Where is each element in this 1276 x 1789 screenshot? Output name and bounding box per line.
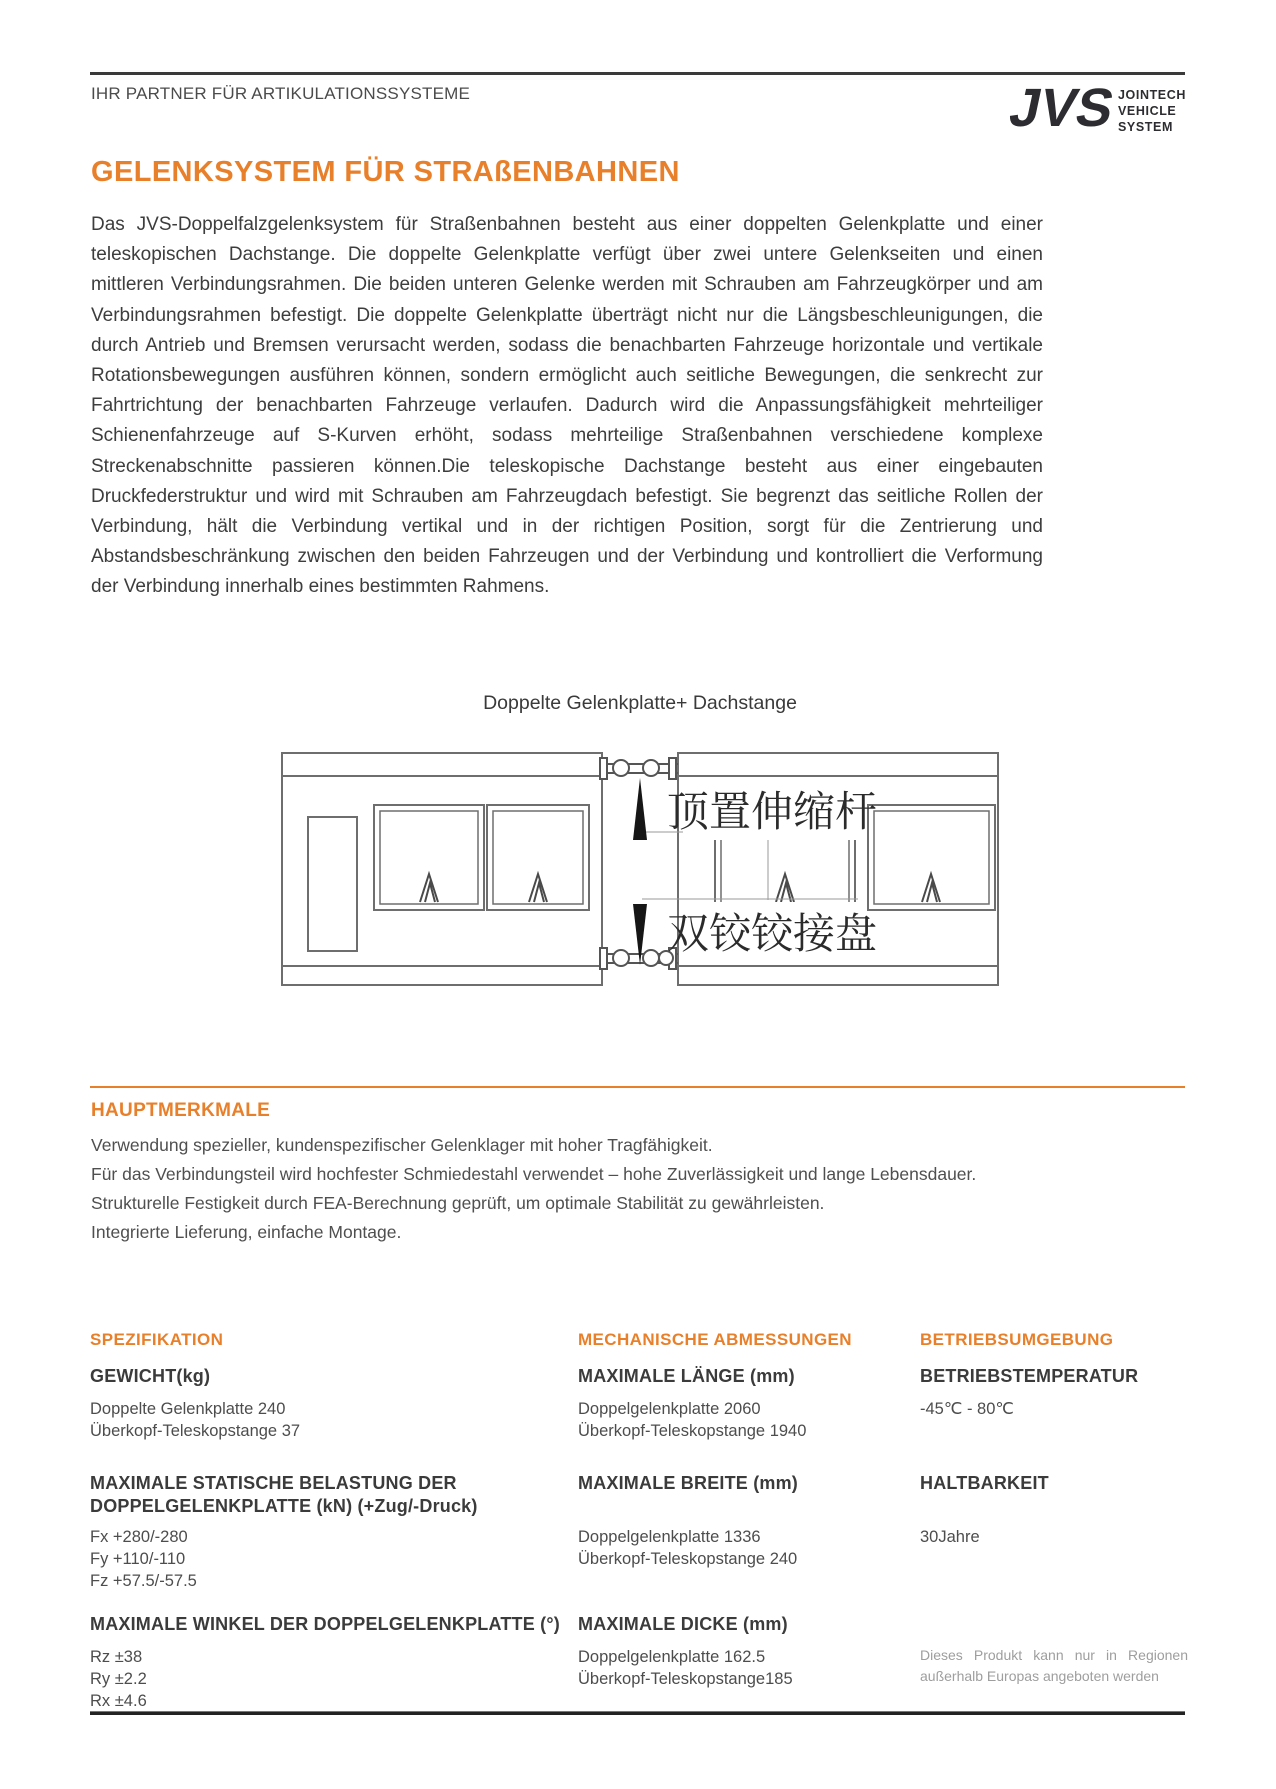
- features-list: [91, 1131, 1101, 1247]
- spec-line: -45℃ - 80℃: [920, 1400, 1014, 1418]
- figure-caption: Doppelte Gelenkplatte+ Dachstange: [483, 692, 797, 714]
- feature-item: Integrierte Lieferung, einfache Montage.: [91, 1222, 402, 1242]
- intro-paragraph: Das JVS-Doppelfalzgelenksystem für Straßenbahnen besteht aus einer doppelten Gelenkplatte und einer teleskopischen Dachstange. Die doppelte Gelenkplatte verfügt über zwei untere Gelenkseiten und einen mittleren Verbindungsrahmen. Die beiden unteren Gelenke werden mit Schrauben am Fahrzeugkörper und am Verbindungsrahmen befestigt. Die doppelte Gelenkplatte überträgt nicht nur die Längsbeschleunigungen, die durch Antrieb und Bremsen verursacht werden, sodass die benachbarten Fahrzeuge horizontale und vertikale Rotationsbewegungen ausführen können, sondern ermöglicht auch seitliche Bewegungen, die senkrecht zur Fahrtrichtung der benachbarten Fahrzeuge verlaufen. Dadurch wird die Anpassungsfähigkeit mehrteiliger Schienenfahrzeuge auf S-Kurven erhöht, sodass mehrteilige Straßenbahnen verschiedene komplexe Streckenabschnitte passieren können.Die teleskopische Dachstange besteht aus einer eingebauten Druckfederstruktur und wird mit Schrauben am Fahrzeugdach befestigt. Sie begrenzt das seitliche Rollen der Verbindung, hält die Verbindung vertikal und in der richtigen Position, sorgt für die Zentrierung und Abstandsbeschränkung zwischen den beiden Fahrzeugen und der Verbindung und kontrolliert die Verformung der Verbindung innerhalb eines bestimmten Rahmens.: [91, 214, 1043, 598]
- spec-block-lines: [920, 1526, 980, 1548]
- spec-block-lines: [578, 1646, 793, 1690]
- arrow-up-icon: [633, 778, 647, 840]
- header-tagline: IHR PARTNER FÜR ARTIKULATIONSSYSTEME: [91, 84, 471, 103]
- spec-block-lines: [578, 1398, 806, 1442]
- brand-logo: [1002, 77, 1202, 142]
- logo-word-1: JOINTECH: [1118, 88, 1187, 102]
- window-4: [868, 805, 995, 910]
- wiper-marks: [420, 874, 940, 902]
- feature-item: Verwendung spezieller, kundenspezifischer Gelenklager mit hoher Tragfähigkeit.: [91, 1135, 713, 1155]
- logo-wordmark: [1118, 87, 1186, 135]
- spec-block-lines: [90, 1398, 300, 1442]
- spec-line: Überkopf-Teleskopstange185: [578, 1670, 793, 1688]
- spec-block-lines: [920, 1398, 1014, 1420]
- spec-block-title: BETRIEBSTEMPERATUR: [920, 1366, 1139, 1386]
- spec-column-heading: BETRIEBSUMGEBUNG: [920, 1330, 1114, 1349]
- spec-line: Fz +57.5/-57.5: [90, 1572, 197, 1590]
- spec-line: Fy +110/-110: [90, 1550, 186, 1568]
- coupler-top: [600, 758, 678, 779]
- spec-line: Rz ±38: [90, 1648, 143, 1666]
- spec-block-title: HALTBARKEIT: [920, 1473, 1049, 1493]
- articulation-diagram: [280, 752, 1000, 987]
- logo-word-2: VEHICLE: [1118, 104, 1177, 118]
- car-body-left: [282, 753, 602, 985]
- features-rule: [90, 1086, 1185, 1088]
- spec-block-title: MAXIMALE DICKE (mm): [578, 1614, 788, 1634]
- spec-line: Doppelte Gelenkplatte 240: [90, 1400, 286, 1418]
- spec-line: Rx ±4.6: [90, 1692, 147, 1710]
- region-note: Dieses Produkt kann nur in Regionen außerhalb Europas angeboten werden: [920, 1647, 1188, 1684]
- spec-column-heading: SPEZIFIKATION: [90, 1330, 224, 1349]
- spec-line: Überkopf-Teleskopstange 1940: [578, 1422, 807, 1440]
- diagram-label-top: 顶置伸缩杆: [666, 787, 878, 836]
- diagram-label-bottom: 双铰铰接盘: [666, 909, 878, 958]
- leader-lines: [642, 832, 858, 900]
- door-left: [308, 817, 357, 951]
- spec-block-title: GEWICHT(kg): [90, 1366, 211, 1386]
- spec-column-heading: MECHANISCHE ABMESSUNGEN: [578, 1330, 852, 1349]
- spec-block-title: MAXIMALE LÄNGE (mm): [578, 1366, 795, 1386]
- features-heading: HAUPTMERKMALE: [91, 1100, 271, 1121]
- spec-line: Doppelgelenkplatte 162.5: [578, 1648, 766, 1666]
- jvs-logo-acronym: JVS: [1004, 77, 1120, 138]
- feature-item: Strukturelle Festigkeit durch FEA-Berechnung geprüft, um optimale Stabilität zu gewährleisten.: [91, 1193, 825, 1213]
- window-2: [487, 805, 589, 910]
- spec-line: Überkopf-Teleskopstange 37: [90, 1422, 301, 1440]
- spec-line: Fx +280/-280: [90, 1528, 188, 1546]
- spec-block-lines: [578, 1526, 797, 1570]
- spec-block-title: MAXIMALE STATISCHE BELASTUNG DER DOPPELGELENKPLATTE (kN) (+Zug/-Druck): [90, 1473, 478, 1516]
- spec-line: Ry ±2.2: [90, 1670, 147, 1688]
- page-title: GELENKSYSTEM FÜR STRAßENBAHNEN: [91, 156, 680, 188]
- spec-block-title: MAXIMALE BREITE (mm): [578, 1473, 798, 1493]
- spec-line: Doppelgelenkplatte 2060: [578, 1400, 761, 1418]
- spec-line: Doppelgelenkplatte 1336: [578, 1528, 761, 1546]
- feature-item: Für das Verbindungsteil wird hochfester Schmiedestahl verwendet – hohe Zuverlässigkeit und lange Lebensdauer.: [91, 1164, 977, 1184]
- spec-block-lines: [90, 1646, 147, 1712]
- logo-word-3: SYSTEM: [1118, 120, 1173, 134]
- jvs-logo-icon: [1002, 74, 1122, 144]
- spec-block-title: MAXIMALE WINKEL DER DOPPELGELENKPLATTE (°): [90, 1614, 560, 1634]
- spec-block-lines: [90, 1526, 197, 1592]
- window-1: [374, 805, 484, 910]
- spec-line: 30Jahre: [920, 1528, 980, 1546]
- footer-rule: [90, 1711, 1185, 1715]
- spec-line: Überkopf-Teleskopstange 240: [578, 1550, 798, 1568]
